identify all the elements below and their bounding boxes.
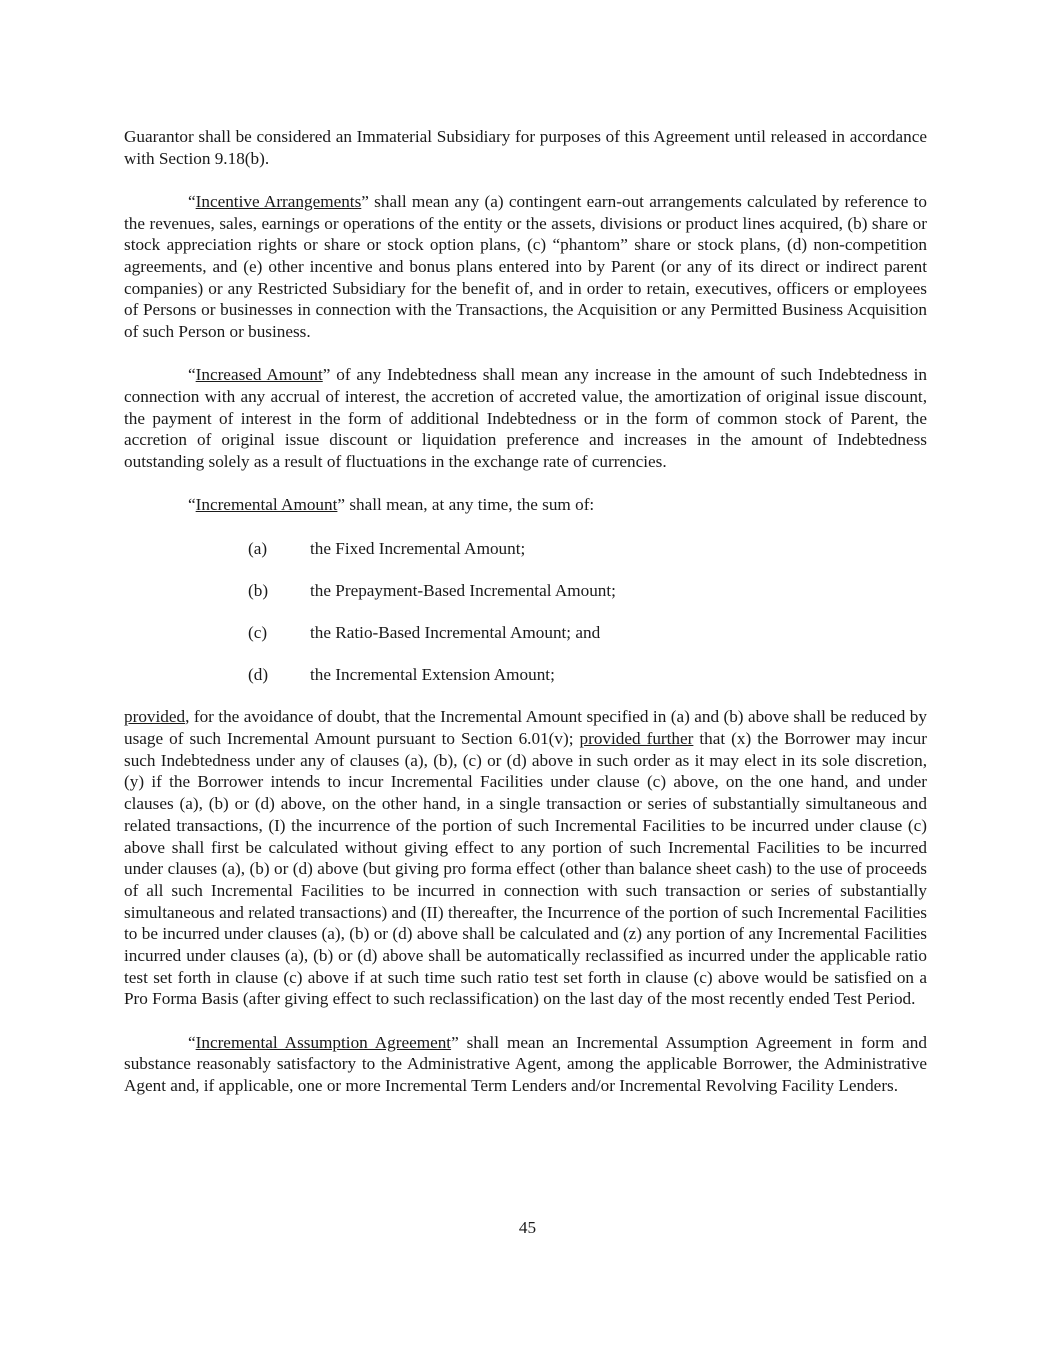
paragraph-provided: [124, 706, 927, 1010]
paragraph-text: Guarantor shall be considered an Immaterial Subsidiary for purposes of this Agreement until released in accordance with Section 9.18(b).: [124, 127, 927, 168]
definition-incremental-amount: [124, 494, 927, 516]
open-quote: “: [188, 495, 196, 515]
page-number: 45: [518, 1218, 537, 1237]
definition-text: ” shall mean an Incremental Assumption Agreement in form and substance reasonably satisfactory to the Administrative Agent, among the applicable Borrower, the Administrative Agent and, if applicable, one or more Incremental Term Lenders and/or Incremental Revolving Facility Lenders.: [124, 1032, 927, 1096]
clause-text: the Ratio-Based Incremental Amount; and: [310, 622, 601, 642]
provided-term: provided: [124, 707, 186, 727]
definition-text: ” shall mean any (a) contingent earn-out arrangements calculated by reference to the revenues, sales, earnings or operations of the entity or the assets, divisions or product lines acquired, (b) share or stock appreciation rights or share or stock option plans, (c) “phantom” share or stock plans, (d) non-competition agreements, and (e) other incentive and bonus plans entered into by Parent (or any of its direct or indirect parent companies) or any Restricted Subsidiary for the benefit of, and in order to retain, executives, officers or employees of Persons or businesses in connection with the Transactions, the Acquisition or any Permitted Business Acquisition of such Person or business.: [124, 191, 928, 342]
document-page: [124, 126, 927, 1118]
provided-further-term: provided further: [579, 729, 694, 748]
defined-term: Incentive Arrangements: [195, 191, 362, 211]
clause-a: [124, 538, 927, 560]
definition-text: ” of any Indebtedness shall mean any increase in the amount of such Indebtedness in connection with any accrual of interest, the accretion of accreted value, the amortization of original issue discount, the payment of interest in the form of additional Indebtedness or in the form of common stock of Parent, the accretion of original issue discount or liquidation preference and increases in the amount of Indebtedness outstanding solely as a result of fluctuations in the exchange rate of currencies.: [124, 365, 927, 472]
clause-b: [124, 580, 927, 602]
defined-term: Incremental Assumption Agreement: [195, 1032, 452, 1052]
clause-c: [124, 622, 927, 644]
clause-label: (c): [248, 622, 268, 642]
definition-text: ” shall mean, at any time, the sum of:: [337, 495, 595, 515]
paragraph-text: , for the avoidance of doubt, that the Incremental Amount specified in (a) and (b) above shall be reduced by usage of such Incremental Amount pursuant to Section 6.01(v);: [124, 707, 927, 748]
clause-d: [124, 664, 927, 686]
definition-increased-amount: [124, 364, 927, 473]
clause-label: (b): [248, 580, 269, 600]
open-quote: “: [188, 191, 196, 211]
open-quote: “: [188, 365, 196, 385]
clause-text: the Fixed Incremental Amount;: [310, 538, 526, 558]
open-quote: “: [188, 1032, 196, 1052]
definition-incremental-assumption-agreement: [124, 1032, 927, 1097]
clause-label: (a): [248, 538, 268, 558]
paragraph-guarantor-continuation: [124, 126, 927, 169]
clause-text: the Incremental Extension Amount;: [310, 665, 555, 685]
paragraph-text: that (x) the Borrower may incur such Indebtedness under any of clauses (a), (b), (c) or (d) above in such order as it may elect in its sole discretion, (y) if the Borrower intends to incur Incremental Facilities under clause (c) above, on the one hand, and under clauses (a), (b) or (d) above, on the other hand, in a single transaction or series of substantially simultaneous and related transactions, (I) the incurrence of the portion of such Incremental Facilities to be incurred under clause (c) above shall first be calculated without giving effect to any portion of such Incremental Facilities to be incurred under clauses (a), (b) or (d) above (but giving pro forma effect (other than balance sheet cash) to the use of proceeds of all such Incremental Facilities to be incurred in connection with such transaction or series of substantially simultaneous and related transactions) and (II) thereafter, the Incurrence of the portion of such Incremental Facilities to be incurred under clauses (a), (b) or (d) above shall be calculated and (z) any portion of any Incremental Facilities incurred under clauses (a), (b) or (d) above shall be automatically reclassified as incurred under the applicable ratio test set forth in clause (c) above if at such time such ratio test set forth in clause (c) above would be satisfied on a Pro Forma Basis (after giving effect to such reclassification) on the last day of the most recently ended Test Period.: [124, 729, 928, 1009]
clause-label: (d): [248, 665, 269, 685]
defined-term: Increased Amount: [195, 365, 323, 385]
defined-term: Incremental Amount: [195, 495, 338, 515]
definition-incentive-arrangements: [124, 191, 927, 343]
clause-text: the Prepayment-Based Incremental Amount;: [310, 580, 616, 600]
